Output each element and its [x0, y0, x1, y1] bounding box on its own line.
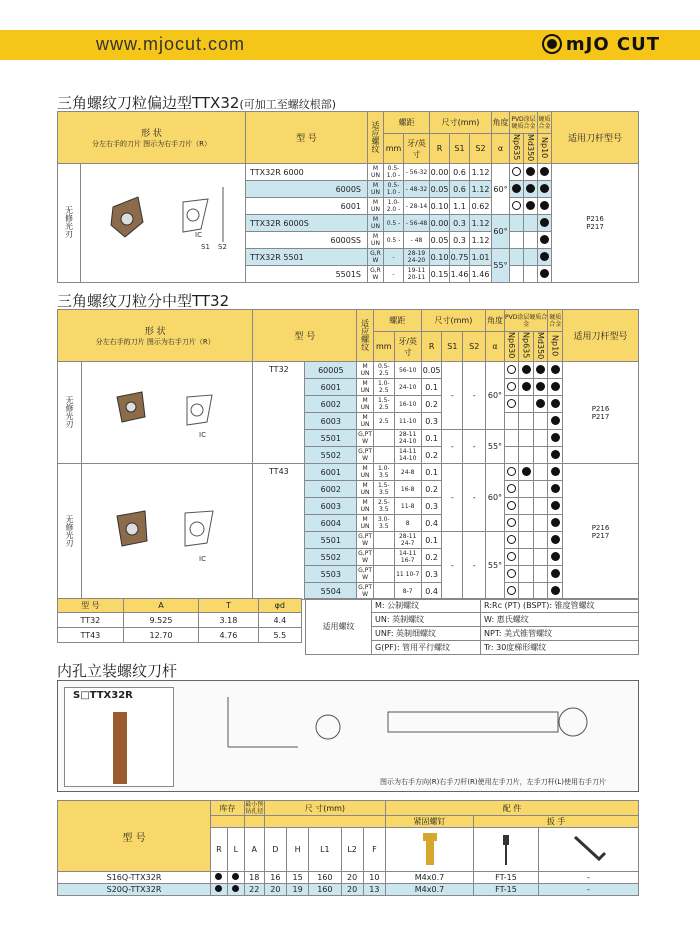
table-row: 6000SS — [246, 232, 368, 249]
thread-legend: 适用螺纹 M: 公制螺纹 R:Rc (PT) (BSPT): 锥度管螺纹 UN: 英制螺纹 W: 惠氏螺纹 UNF: 英制细螺纹 NPT: 美式锥管螺纹 G(PF): 管用平行螺纹 Tr: 30度梯形螺纹 — [305, 598, 639, 655]
table-row: 5502 — [305, 549, 357, 566]
logo-icon — [544, 36, 560, 52]
table-row: TTX32R 6000 — [246, 164, 368, 181]
shape-header: 形 状 分左右手的刀片 图示为右手刀片（R） — [58, 310, 253, 362]
hex-key-icon — [569, 829, 609, 869]
table-row: 6002 — [305, 396, 357, 413]
tpi-header: 牙/英寸 — [404, 134, 430, 164]
svg-text:S2: S2 — [218, 243, 227, 252]
angle-header: 角度 — [492, 112, 510, 134]
insert-drawing-tt32 — [87, 367, 247, 457]
r-header: R — [421, 332, 442, 362]
alpha-header: α — [492, 134, 510, 164]
svg-text:S1: S1 — [201, 243, 210, 252]
table-row: 5501 — [305, 430, 357, 447]
model-header: 型 号 — [253, 310, 357, 362]
group-label: TT32 — [253, 362, 305, 464]
ttx32-table: 形 状 分左右手的刀片 图示为右手刀片（R） 型 号 适应螺纹 螺距 尺寸(mm) 角度 PVD涂层硬质合金 硬质合金 适用刀杆型号 mm 牙/英寸 R S1 S2 α Np635 Md350 Np10 无修光刃 S1 S2 IC TTX32R 6000 M UN 0.5-1.0 - - 56-32 0.00 0.6 1.12 60° P216 P217 6000S M UN 0.5-1.0 - - 48-32 0.05 0.6 1.12 6001 M UN 1.0-2.0 - - 28-14 0.10 1.1 0.62 TTX32R 6000S M UN 0.5 - - 56-48 0.00 0.3 1.12 60° 6000SS M UN 0.5 - - 48 0.05 0.3 1.12 TTX32R 5501 G,R W - 28-19 24-20 0.10 0.75 1.01 55° 5501S G,R W - 19-11 20-11 0.15 1.46 1.46 — [57, 111, 639, 283]
table-row: TTX32R 6000S — [246, 215, 368, 232]
angle-cell: 60° — [492, 215, 510, 249]
dims-header: 尺寸(mm) — [421, 310, 485, 332]
holder-label: S□TTX32R — [73, 690, 133, 701]
section2-title: 三角螺纹刀粒分中型TT32 — [57, 292, 230, 310]
holder-header: 适用刀杆型号 — [563, 310, 639, 362]
table-row: TTX32R 5501 — [246, 249, 368, 266]
table-row: 5504 — [305, 583, 357, 600]
angle-cell: 60° — [492, 164, 510, 215]
holder-table: 型 号 库存 最小预钻孔径 尺 寸(mm) 配 件 紧固螺钉 扳 手 R L A D H L1 L2 F S16Q-TTX32R 18 16 15 160 20 10 M4x0.7 FT-15 - S20Q-TTX32R 22 20 19 160 20 13 M4x0.7 FT-15 - — [57, 800, 639, 896]
section3-title: 内孔立装螺纹刀杆 — [57, 662, 178, 680]
mm-header: mm — [384, 134, 404, 164]
alpha-header: α — [486, 332, 505, 362]
insert-drawing — [83, 167, 243, 277]
table-row: 6004 — [305, 515, 357, 532]
mm-header: mm — [373, 332, 394, 362]
pitch-header: 螺距 — [373, 310, 421, 332]
s1-header: S1 — [450, 134, 470, 164]
tpi-header: 牙/英寸 — [394, 332, 421, 362]
pitch-header: 螺距 — [384, 112, 430, 134]
svg-text:IC: IC — [199, 430, 207, 439]
r-header: R — [430, 134, 450, 164]
header-bar — [0, 30, 700, 60]
carbide-header: 硬质合金 — [538, 112, 552, 134]
holder-header: 适用刀杆型号 — [552, 112, 639, 164]
table-row: 60005 — [305, 362, 357, 379]
table-row: 6000S — [246, 181, 368, 198]
holder-caption: 图示为右手方向(R)右手刀杆(R)使用左手刀片，左手刀杆(L)使用右手刀片 — [380, 778, 607, 786]
table-row: S16Q-TTX32R — [58, 872, 211, 884]
model-header: 型 号 — [246, 112, 368, 164]
pvd-header: PVD涂层硬质合金 — [510, 112, 538, 134]
dimension-table: 型 号 A T φd TT32 9.525 3.18 4.4 TT43 12.70 4.76 5.5 — [57, 598, 302, 643]
holder-cell: P216 P217 — [552, 164, 639, 283]
tt32-table: 形 状 分左右手的刀片 图示为右手刀片（R） 型 号 适应螺纹 螺距 尺寸(mm) 角度 PVD涂层硬质合金 硬质合金 适用刀杆型号 mm 牙/英寸 R S1 S2 α Np630 Np635 Md350 Np10 无修光刃 IC TT32 60005 M UN 0.5-2.5 56-10 0.05 - - 60° P216 P217 6001 M UN 1.0-2.5 24-10 0.1 6002 M UN 1.5-2.5 16-10 0.2 6003 M UN 2.5 11-10 0.3 5501 G,PT W 28-11 24-10 0.1 - - 55° 5502 G,PT W 14-11 14-10 0.2 无修光刃 IC TT43 6001 M UN 1.0-3.5 24-8 0.1 - - 60° P216 P217 6002 M UN 1.5-3.5 16-8 0.2 6003 M UN 2.5-3.5 11-8 0.3 6004 M UN 3.0-3.5 8 0.4 5501 G,PT W 28-11 24-7 0.1 - - 55° 5502 G,PT W 14-11 16-7 0.2 5503 G,PT W 11 10-7 0.3 5504 G,PT W 8-7 0.4 — [57, 309, 639, 600]
screw-icon — [415, 829, 445, 869]
table-row: 6003 — [305, 498, 357, 515]
table-row: 6002 — [305, 481, 357, 498]
s2-header: S2 — [470, 134, 492, 164]
wrench-icon — [491, 829, 521, 869]
holder-drawing — [57, 680, 639, 792]
svg-text:IC: IC — [199, 554, 207, 563]
angle-cell: 55° — [492, 249, 510, 283]
table-row: S20Q-TTX32R — [58, 884, 211, 896]
table-row: 5501S — [246, 266, 368, 283]
shape-header: 形 状 分左右手的刀片 图示为右手刀片（R） — [58, 112, 246, 164]
svg-text:IC: IC — [195, 231, 202, 240]
holder-shank — [113, 712, 127, 784]
table-row: 5502 — [305, 447, 357, 464]
s2-header: S2 — [463, 332, 486, 362]
carbide-header: 硬质合金 — [548, 310, 563, 332]
table-row: 5501 — [305, 532, 357, 549]
table-row: 6001 — [246, 198, 368, 215]
table-row: 6003 — [305, 413, 357, 430]
dims-header: 尺寸(mm) — [430, 112, 492, 134]
s1-header: S1 — [442, 332, 463, 362]
side-label: 无修光刃 — [64, 206, 74, 239]
site-url[interactable]: www.mjocut.com — [96, 34, 246, 54]
table-row: 5503 — [305, 566, 357, 583]
pvd-header: PVD涂层硬质合金 — [504, 310, 548, 332]
angle-header: 角度 — [486, 310, 505, 332]
group-label: TT43 — [253, 464, 305, 600]
insert-drawing-tt43 — [87, 471, 247, 591]
section1-title: 三角螺纹刀粒偏边型TTX32(可加工至螺纹根部) — [57, 94, 337, 112]
brand-logo: mJO CUT — [544, 34, 660, 55]
table-row: 6001 — [305, 379, 357, 396]
holder-schematic — [198, 687, 628, 773]
table-row: 6001 — [305, 464, 357, 481]
